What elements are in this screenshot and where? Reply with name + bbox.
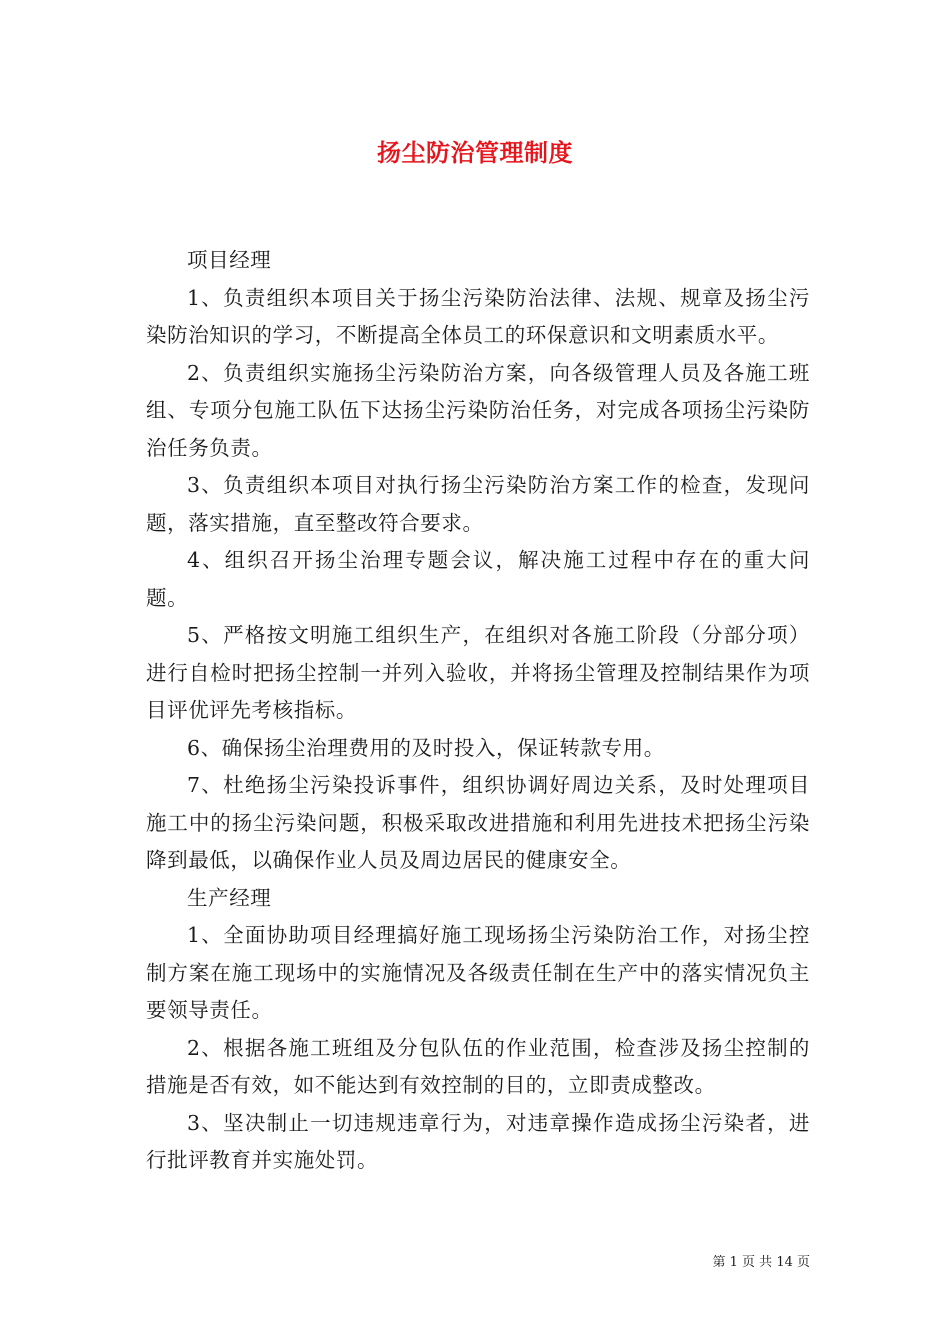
paragraph: 6、确保扬尘治理费用的及时投入，保证转款专用。 [187,735,665,760]
page-footer: 第 1 页 共 14 页 [712,1255,810,1270]
paragraph: 3、负责组织本项目对执行扬尘污染防治方案工作的检查，发现问题，落实措施，直至整改符合要求。 [146,473,810,535]
section-heading-project-manager: 项目经理 [187,248,272,272]
document-title: 扬尘防治管理制度 [377,138,573,167]
paragraph: 2、根据各施工班组及分包队伍的作业范围，检查涉及扬尘控制的措施是否有效，如不能达到有效控制的目的，立即责成整改。 [146,1035,810,1097]
paragraph: 1、负责组织本项目关于扬尘污染防治法律、法规、规章及扬尘污染防治知识的学习，不断提高全体员工的环保意识和文明素质水平。 [146,285,810,347]
document-body [146,242,810,1180]
section-heading-production-manager: 生产经理 [187,885,272,910]
paragraph: 7、杜绝扬尘污染投诉事件，组织协调好周边关系，及时处理项目施工中的扬尘污染问题，积极采取改进措施和利用先进技术把扬尘污染降到最低，以确保作业人员及周边居民的健康安全。 [146,773,810,872]
paragraph: 3、坚决制止一切违规违章行为，对违章操作造成扬尘污染者，进行批评教育并实施处罚。 [146,1110,810,1172]
paragraph: 5、严格按文明施工组织生产，在组织对各施工阶段（分部分项）进行自检时把扬尘控制一并列入验收，并将扬尘管理及控制结果作为项目评优评先考核指标。 [146,623,810,722]
paragraph: 1、全面协助项目经理搞好施工现场扬尘污染防治工作，对扬尘控制方案在施工现场中的实施情况及各级责任制在生产中的落实情况负主要领导责任。 [146,923,810,1022]
paragraph: 4、组织召开扬尘治理专题会议，解决施工过程中存在的重大问题。 [146,548,810,610]
paragraph: 2、负责组织实施扬尘污染防治方案，向各级管理人员及各施工班组、专项分包施工队伍下达扬尘污染防治任务，对完成各项扬尘污染防治任务负责。 [146,360,810,460]
